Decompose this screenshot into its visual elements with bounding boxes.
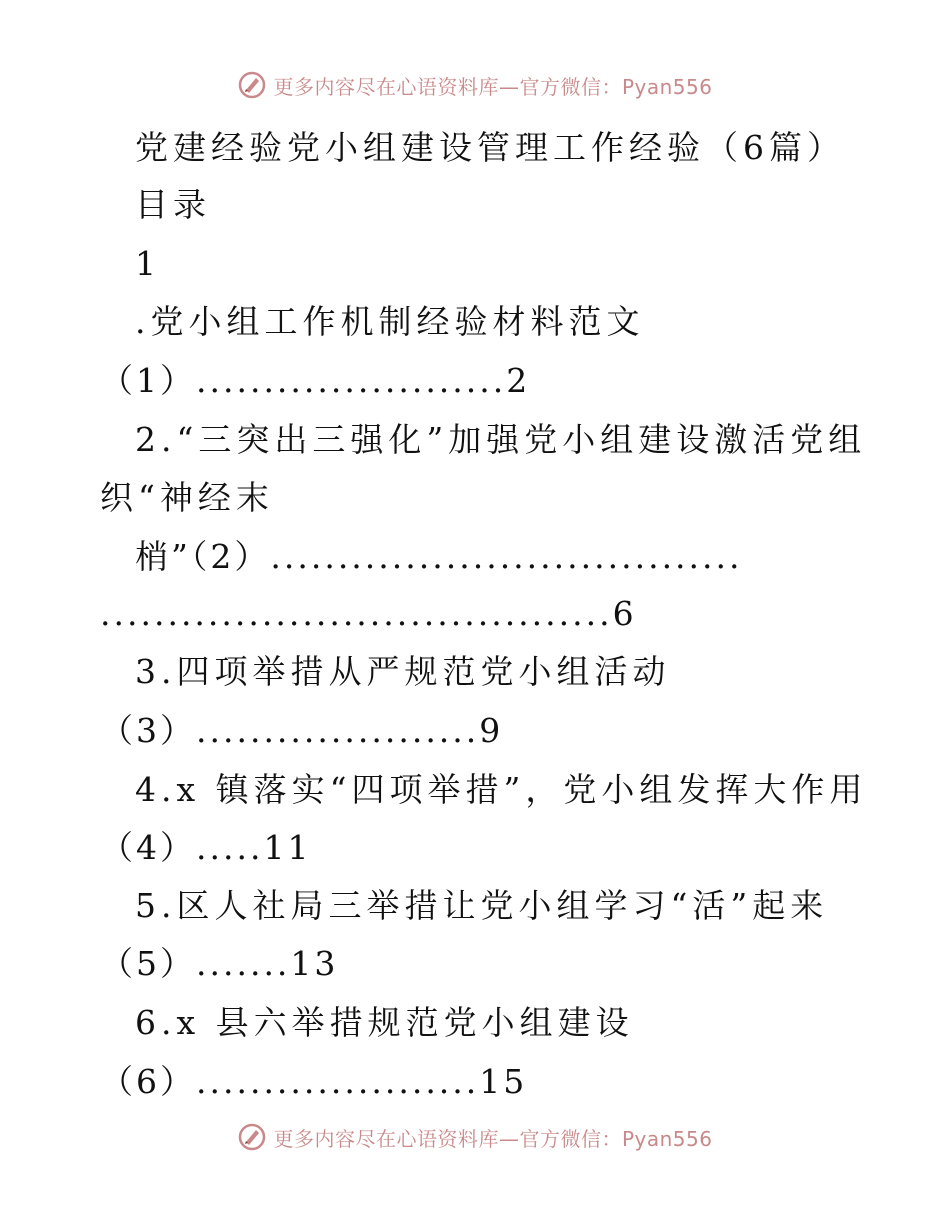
toc-line: 3.四项举措从严规范党小组活动 [135,652,671,691]
watermark-header [0,70,950,100]
toc-line: （3）.....................9 [100,711,504,750]
toc-line: 4.x 镇落实“四项举措”，党小组发挥大作用 [135,770,868,809]
toc-line: 5.区人社局三举措让党小组学习“活”起来 [135,886,829,925]
toc-line: （1）.......................2 [100,361,531,400]
document-title: 党建经验党小组建设管理工作经验（6篇） [135,128,845,167]
toc-line: 6.x 县六举措规范党小组建设 [135,1003,634,1042]
pen-logo-icon [237,1122,267,1152]
toc-line: 织“神经末 [100,478,274,517]
toc-line: 1 [135,244,161,283]
toc-line: （6）.....................15 [100,1062,528,1101]
watermark-footer [0,1122,950,1152]
toc-line: 梢”（2）................................... [135,537,743,576]
toc-line: 2.“三突出三强化”加强党小组建设激活党组 [135,420,867,459]
watermark-text: 更多内容尽在心语资料库—官方微信：Pyan556 [273,74,713,99]
toc-line: .党小组工作机制经验材料范文 [135,302,645,341]
pen-logo-icon [237,70,267,100]
watermark-text: 更多内容尽在心语资料库—官方微信：Pyan556 [273,1126,713,1151]
toc-line: （4）.....11 [100,828,312,867]
toc-line: （5）.......13 [100,944,339,983]
toc-heading: 目录 [135,185,211,224]
toc-line: ......................................6 [100,594,637,633]
